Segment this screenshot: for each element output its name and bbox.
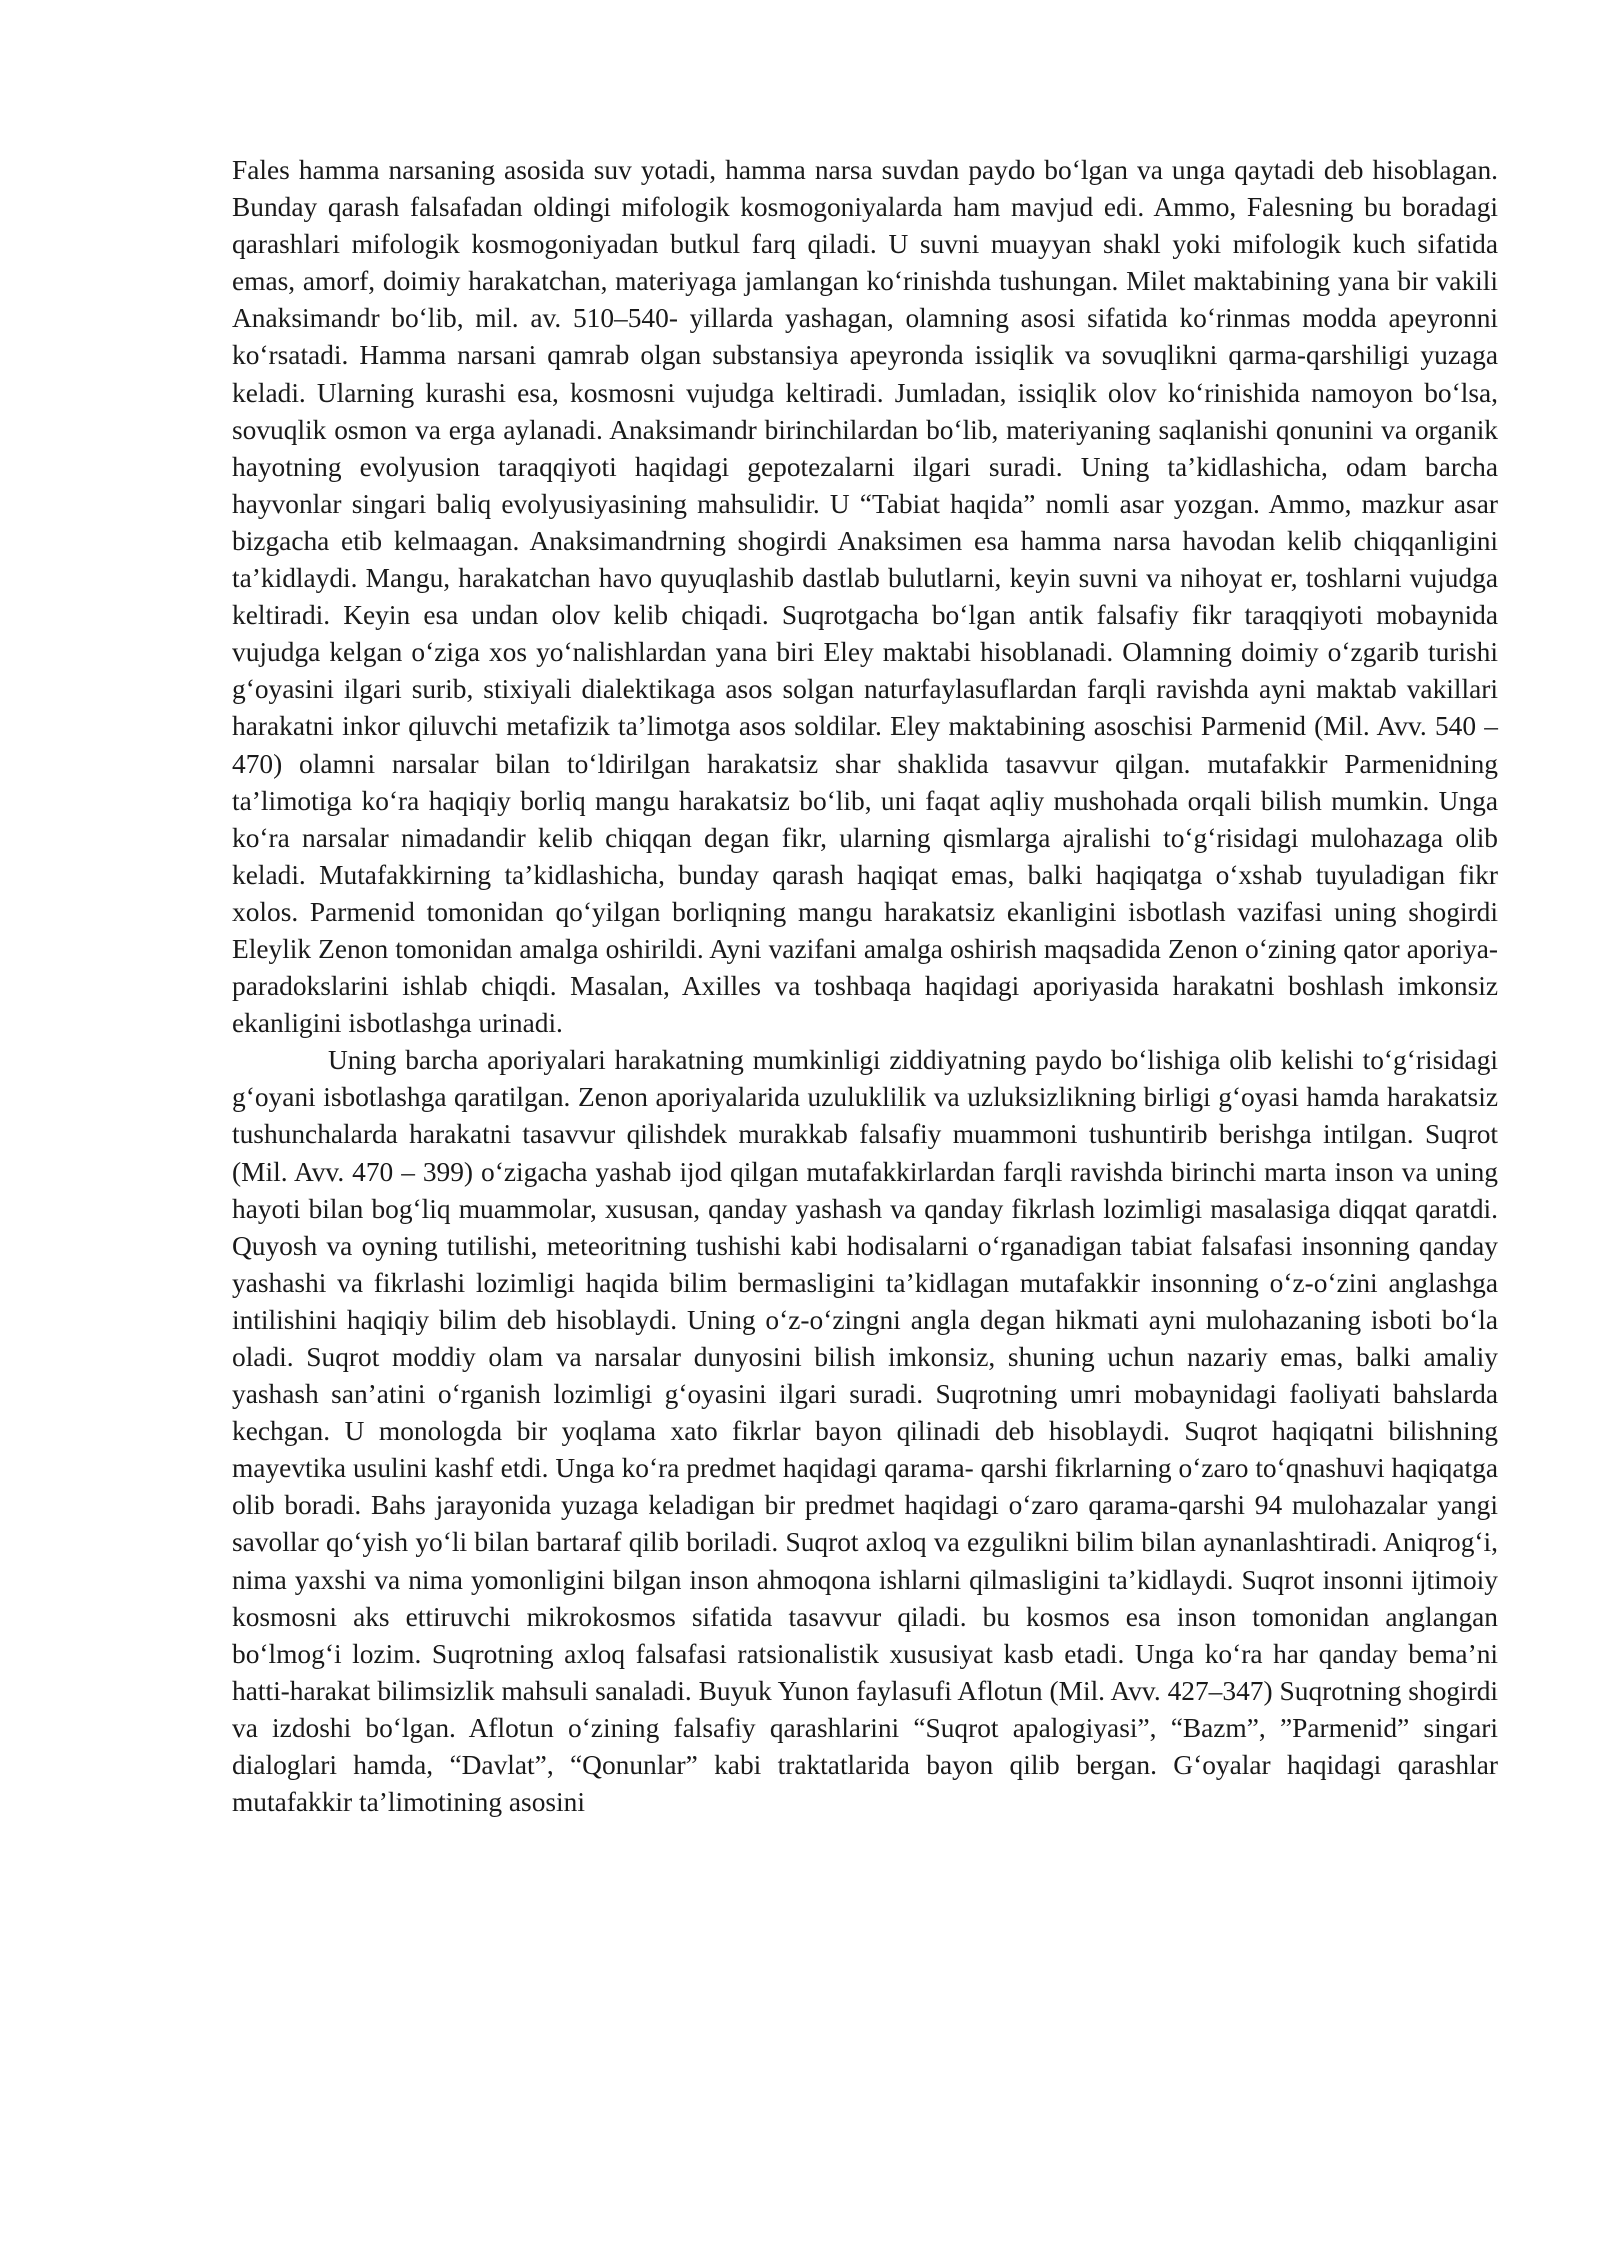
paragraph-1: Fales hamma narsaning asosida suv yotadi, hamma narsa suvdan paydo bo‘lgan va unga qaytadi deb hisoblagan. Bunday qarash falsafadan oldingi mifologik kosmogoniyalarda ham mavjud edi. Ammo, Falesning bu boradagi qarashlari mifologik kosmogoniyadan butkul farq qiladi. U suvni muayyan shakl yoki mifologik kuch sifatida emas, amorf, doimiy harakatchan, materiyaga jamlangan ko‘rinishda tushungan. Milet maktabining yana bir vakili Anaksimandr bo‘lib, mil. av. 510–540- yillarda yashagan, olamning asosi sifatida ko‘rinmas modda apeyronni ko‘rsatadi. Hamma narsani qamrab olgan substansiya apeyronda issiqlik va sovuqlikni qarma-qarshiligi yuzaga keladi. Ularning kurashi esa, kosmosni vujudga keltiradi. Jumladan, issiqlik olov ko‘rinishida namoyon bo‘lsa, sovuqlik osmon va erga aylanadi. Anaksimandr birinchilardan bo‘lib, materiyaning saqlanishi qonunini va organik hayotning evolyusion taraqqiyoti haqidagi gepotezalarni ilgari suradi. Uning ta’kidlashicha, odam barcha hayvonlar singari baliq evolyusiyasining mahsulidir. U “Tabiat haqida” nomli asar yozgan. Ammo, mazkur asar bizgacha etib kelmaagan. Anaksimandrning shogirdi Anaksimen esa hamma narsa havodan kelib chiqqanligini ta’kidlaydi. Mangu, harakatchan havo quyuqlashib dastlab bulutlarni, keyin suvni va nihoyat er, toshlarni vujudga keltiradi. Keyin esa undan olov kelib chiqadi. Suqrotgacha bo‘lgan antik falsafiy fikr taraqqiyoti mobaynida vujudga kelgan o‘ziga xos yo‘nalishlardan yana biri Eley maktabi hisoblanadi. Olamning doimiy o‘zgarib turishi g‘oyasini ilgari surib, stixiyali dialektikaga asos solgan naturfaylasuflardan farqli ravishda ayni maktab vakillari harakatni inkor qiluvchi metafizik ta’limotga asos soldilar. Eley maktabining asoschisi Parmenid (Mil. Avv. 540 –470) olamni narsalar bilan to‘ldirilgan harakatsiz shar shaklida tasavvur qilgan. mutafakkir Parmenidning ta’limotiga ko‘ra haqiqiy borliq mangu harakatsiz bo‘lib, uni faqat aqliy mushohada orqali bilish mumkin. Unga ko‘ra narsalar nimadandir kelib chiqqan degan fikr, ularning qismlarga ajralishi to‘g‘risidagi mulohazaga olib keladi. Mutafakkirning ta’kidlashicha, bunday qarash haqiqat emas, balki haqiqatga o‘xshab tuyuladigan fikr xolos. Parmenid tomonidan qo‘yilgan borliqning mangu harakatsiz ekanligini isbotlash vazifasi uning shogirdi Eleylik Zenon tomonidan amalga oshirildi. Ayni vazifani amalga oshirish maqsadida Zenon o‘zining qator aporiya-paradokslarini ishlab chiqdi. Masalan, Axilles va toshbaqa haqidagi aporiyasida harakatni boshlash imkonsiz ekanligini isbotlashga urinadi. xyxy=(232,155,1498,1039)
paragraph-2: Uning barcha aporiyalari harakatning mumkinligi ziddiyatning paydo bo‘lishiga olib kelishi to‘g‘risidagi g‘oyani isbotlashga qaratilgan. Zenon aporiyalarida uzuluklilik va uzluksizlikning birligi g‘oyasi hamda harakatsiz tushunchalarda harakatni tasavvur qilishdek murakkab falsafiy muammoni tushuntirib berishga intilgan. Suqrot (Mil. Avv. 470 – 399) o‘zigacha yashab ijod qilgan mutafakkirlardan farqli ravishda birinchi marta inson va uning hayoti bilan bog‘liq muammolar, xususan, qanday yashash va qanday fikrlash lozimligi masalasiga diqqat qaratdi. Quyosh va oyning tutilishi, meteoritning tushishi kabi hodisalarni o‘rganadigan tabiat falsafasi insonning qanday yashashi va fikrlashi lozimligi haqida bilim bermasligini ta’kidlagan mutafakkir insonning o‘z-o‘zini anglashga intilishini haqiqiy bilim deb hisoblaydi. Uning o‘z-o‘zingni angla degan hikmati ayni mulohazaning isboti bo‘la oladi. Suqrot moddiy olam va narsalar dunyosini bilish imkonsiz, shuning uchun nazariy emas, balki amaliy yashash san’atini o‘rganish lozimligi g‘oyasini ilgari suradi. Suqrotning umri mobaynidagi faoliyati bahslarda kechgan. U monologda bir yoqlama xato fikrlar bayon qilinadi deb hisoblaydi. Suqrot haqiqatni bilishning mayevtika usulini kashf etdi. Unga ko‘ra predmet haqidagi qarama- qarshi fikrlarning o‘zaro to‘qnashuvi haqiqatga olib boradi. Bahs jarayonida yuzaga keladigan bir predmet haqidagi o‘zaro qarama-qarshi 94 mulohazalar yangi savollar qo‘yish yo‘li bilan bartaraf qilib boriladi. Suqrot axloq va ezgulikni bilim bilan aynanlashtiradi. Aniqrog‘i, nima yaxshi va nima yomonligini bilgan inson ahmoqona ishlarni qilmasligini ta’kidlaydi. Suqrot insonni ijtimoiy kosmosni aks ettiruvchi mikrokosmos sifatida tasavvur qiladi. bu kosmos esa inson tomonidan anglangan bo‘lmog‘i lozim. Suqrotning axloq falsafasi ratsionalistik xususiyat kasb etadi. Unga ko‘ra har qanday bema’ni hatti-harakat bilimsizlik mahsuli sanaladi. Buyuk Yunon faylasufi Aflotun (Mil. Avv. 427–347) Suqrotning shogirdi va izdoshi bo‘lgan. Aflotun o‘zining falsafiy qarashlarini “Suqrot apalogiyasi”, “Bazm”, ”Parmenid” singari dialoglari hamda, “Davlat”, “Qonunlar” kabi traktatlarida bayon qilib bergan. G‘oyalar haqidagi qarashlar mutafakkir ta’limotining asosini xyxy=(232,1045,1498,1818)
document-body xyxy=(232,152,1498,1821)
